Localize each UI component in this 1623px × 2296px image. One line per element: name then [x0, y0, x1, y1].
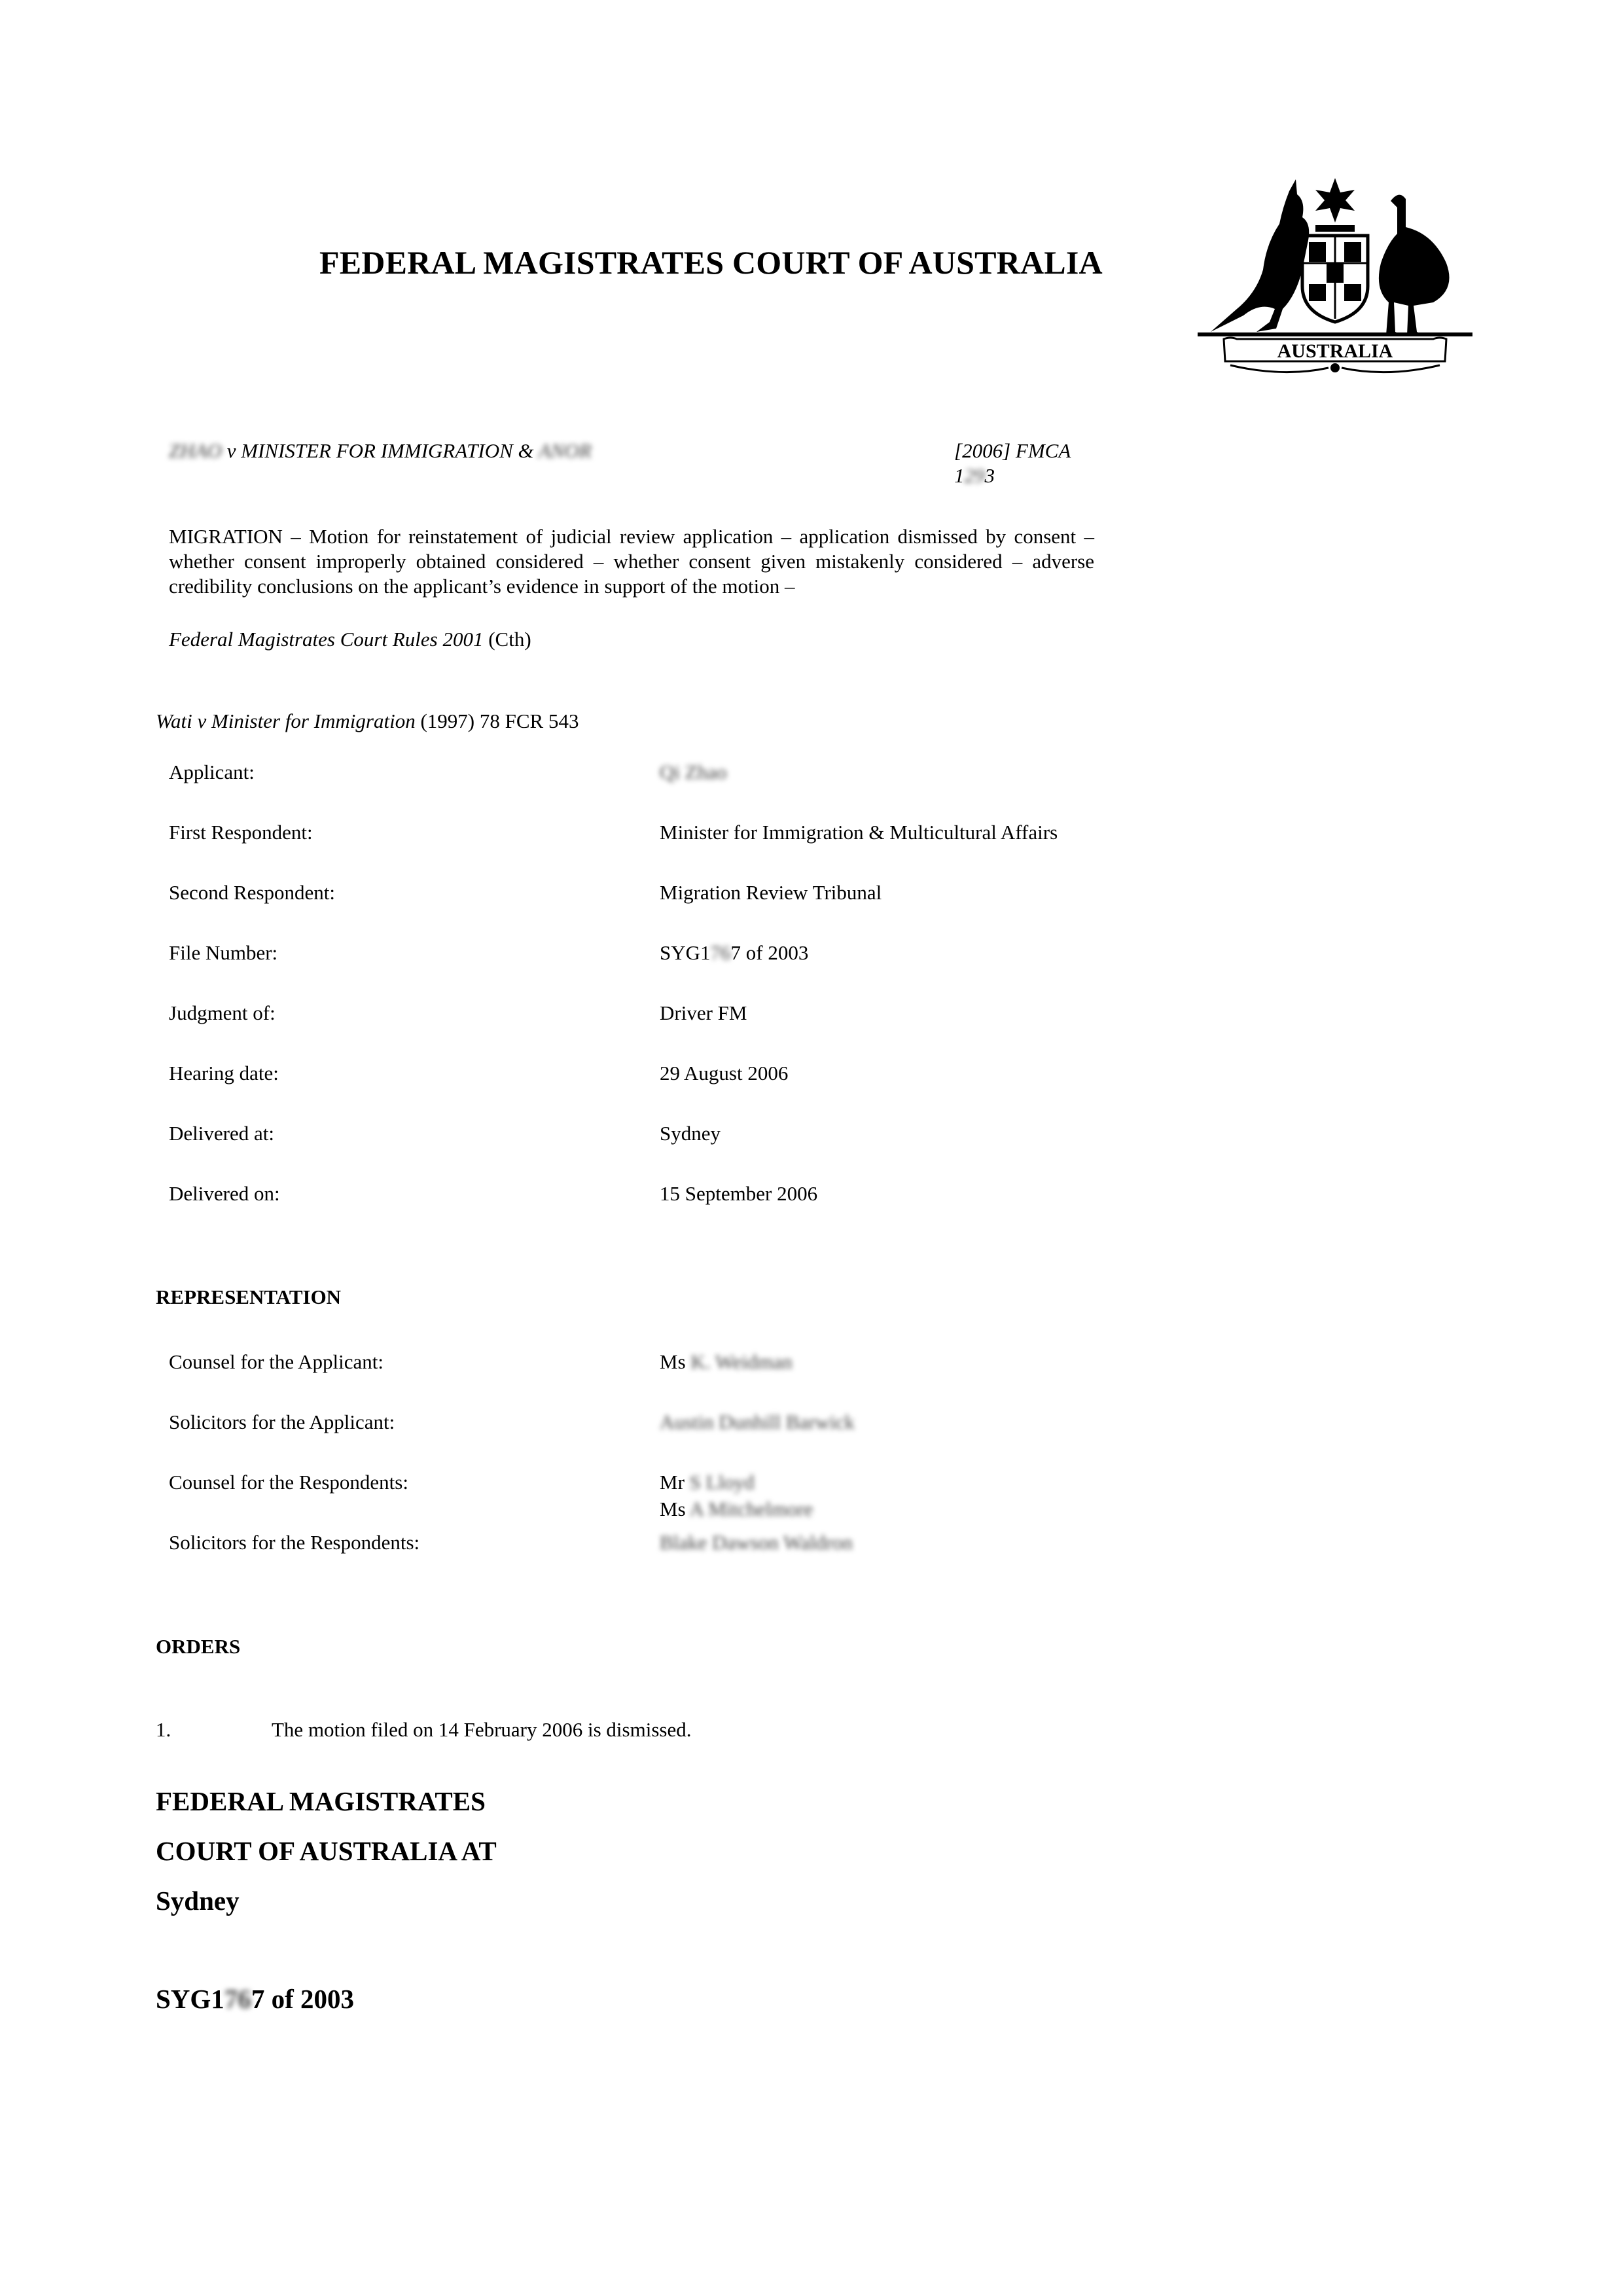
redacted-citation-digits: 29 — [964, 464, 985, 487]
counsel-respondents-label: Counsel for the Respondents: — [169, 1471, 408, 1494]
case-name: ZHAO v MINISTER FOR IMMIGRATION & ANOR — [169, 439, 592, 462]
solicitors-respondents-value: Blake Dawson Waldron — [660, 1531, 853, 1554]
redacted-applicant-name: ZHAO — [169, 439, 222, 462]
counsel-respondents-value-1: Mr S Lloyd — [660, 1471, 755, 1494]
redacted-file-digits: 76 — [710, 941, 731, 964]
delivered-at-value: Sydney — [660, 1122, 721, 1145]
solicitors-applicant-label: Solicitors for the Applicant: — [169, 1410, 395, 1433]
redacted-respondent-name: ANOR — [538, 439, 592, 462]
delivered-on-label: Delivered on: — [169, 1182, 280, 1205]
case-citation: [2006] FMCA 1293 — [954, 439, 1071, 487]
counsel-applicant-value: Ms K. Weidman — [660, 1350, 793, 1373]
orders-heading: ORDERS — [156, 1635, 241, 1658]
redacted-counsel-name: S Lloyd — [689, 1471, 755, 1494]
second-respondent-label: Second Respondent: — [169, 881, 335, 904]
order-number: 1. — [156, 1718, 171, 1741]
footer-court-line-2: COURT OF AUSTRALIA AT — [156, 1836, 497, 1866]
hearing-date-label: Hearing date: — [169, 1062, 279, 1085]
first-respondent-value: Minister for Immigration & Multicultural Affairs — [660, 821, 1058, 844]
cases-cited: Wati v Minister for Immigration (1997) 78 FCR 543 — [156, 709, 579, 732]
file-number-label: File Number: — [169, 941, 278, 964]
coat-of-arms-icon — [1198, 171, 1472, 374]
hearing-date-value: 29 August 2006 — [660, 1062, 789, 1085]
solicitors-applicant-value: Austin Dunhill Barwick — [660, 1410, 855, 1433]
redacted-counsel-name: A Mitchelmore — [689, 1498, 813, 1520]
solicitors-respondents-label: Solicitors for the Respondents: — [169, 1531, 420, 1554]
legislation-cited: Federal Magistrates Court Rules 2001 (Cth) — [169, 628, 531, 651]
first-respondent-label: First Respondent: — [169, 821, 313, 844]
judgment-of-value: Driver FM — [660, 1001, 747, 1024]
footer-registry: Sydney — [156, 1886, 240, 1916]
delivered-at-label: Delivered at: — [169, 1122, 274, 1145]
delivered-on-value: 15 September 2006 — [660, 1182, 818, 1205]
judgment-of-label: Judgment of: — [169, 1001, 276, 1024]
court-title: FEDERAL MAGISTRATES COURT OF AUSTRALIA — [319, 244, 1103, 281]
counsel-respondents-value-2: Ms A Mitchelmore — [660, 1498, 813, 1520]
counsel-applicant-label: Counsel for the Applicant: — [169, 1350, 384, 1373]
redacted-file-digits: 76 — [224, 1984, 251, 2014]
applicant-value: Qi Zhao — [660, 761, 727, 783]
footer-court-line-1: FEDERAL MAGISTRATES — [156, 1786, 486, 1816]
second-respondent-value: Migration Review Tribunal — [660, 881, 882, 904]
crest-label: AUSTRALIA — [1277, 340, 1393, 362]
footer-file-number: SYG1767 of 2003 — [156, 1984, 354, 2014]
order-text: The motion filed on 14 February 2006 is dismissed. — [272, 1718, 692, 1741]
representation-heading: REPRESENTATION — [156, 1285, 342, 1308]
catchwords: MIGRATION – Motion for reinstatement of judicial review application – application dismissed by consent – whether consent improperly obtained considered – whether consent given mistakenly considered – adverse credibility conclusions on the applicant’s evidence in support of the motion – — [169, 525, 1094, 598]
applicant-label: Applicant: — [169, 761, 255, 783]
redacted-counsel-name: K. Weidman — [690, 1350, 793, 1373]
file-number-value: SYG1767 of 2003 — [660, 941, 809, 964]
